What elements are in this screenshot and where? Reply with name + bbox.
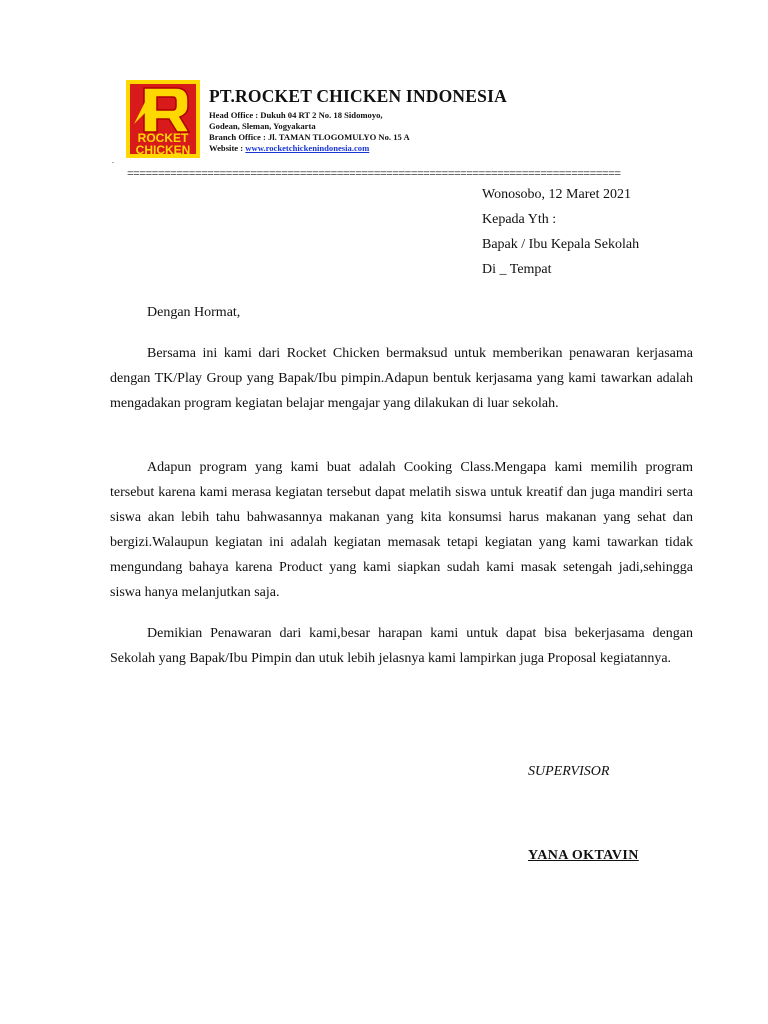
paragraph-1: Bersama ini kami dari Rocket Chicken bermaksud untuk memberikan penawaran kerjasama dengan TK/Play Group yang Bapak/Ibu pimpin.Adapun bentuk kerjasama yang kami tawarkan adalah mengadakan program kegiatan belajar mengajar yang dilakukan di luar sekolah.	[110, 346, 693, 411]
date-line: Wonosobo, 12 Maret 2021	[482, 187, 631, 202]
recipient-location: Di _ Tempat	[482, 262, 552, 277]
greeting: Dengan Hormat,	[147, 305, 241, 320]
stray-dot: .	[112, 156, 114, 165]
website-label: Website :	[209, 143, 246, 153]
head-office-address: Head Office : Dukuh 04 RT 2 No. 18 Sidomoyo,	[209, 110, 383, 120]
paragraph-3: Demikian Penawaran dari kami,besar harapan kami untuk dapat bisa bekerjasama dengan Sekolah yang Bapak/Ibu Pimpin dan utuk lebih jelasnya kami lampirkan juga Proposal kegiatannya.	[110, 626, 693, 666]
branch-office-address: Branch Office : Jl. TAMAN TLOGOMULYO No. 15 A	[209, 132, 410, 142]
website-link[interactable]: www.rocketchickenindonesia.com	[245, 143, 370, 153]
letterhead-separator: ================================================================================	[127, 166, 621, 180]
logo-text-rocket: ROCKET	[137, 131, 189, 145]
logo-text-chicken: CHICKEN	[135, 143, 191, 157]
company-logo	[126, 80, 200, 158]
signature-name: YANA OKTAVIN	[528, 848, 639, 863]
paragraph-2: Adapun program yang kami buat adalah Cooking Class.Mengapa kami memilih program tersebut karena kami merasa kegiatan tersebut dapat melatih siswa untuk kreatif dan juga mandiri serta siswa akan lebih tahu bahwasannya makanan yang kita konsumsi harus makanan yang sehat dan bergizi.Walaupun kegiatan ini adalah kegiatan memasak tetapi kegiatan yang kami tawarkan tidak mengundang bahaya karena Product yang kami siapkan sudah kami masak setengah jadi,sehingga siswa hanya melanjutkan saja.	[110, 460, 693, 600]
website-line	[209, 143, 369, 153]
company-name: PT.ROCKET CHICKEN INDONESIA	[209, 86, 507, 106]
addressee-label: Kepada Yth :	[482, 212, 557, 227]
signature-title: SUPERVISOR	[528, 764, 610, 779]
head-office-address-2: Godean, Sleman, Yogyakarta	[209, 121, 316, 131]
recipient: Bapak / Ibu Kepala Sekolah	[482, 237, 640, 252]
